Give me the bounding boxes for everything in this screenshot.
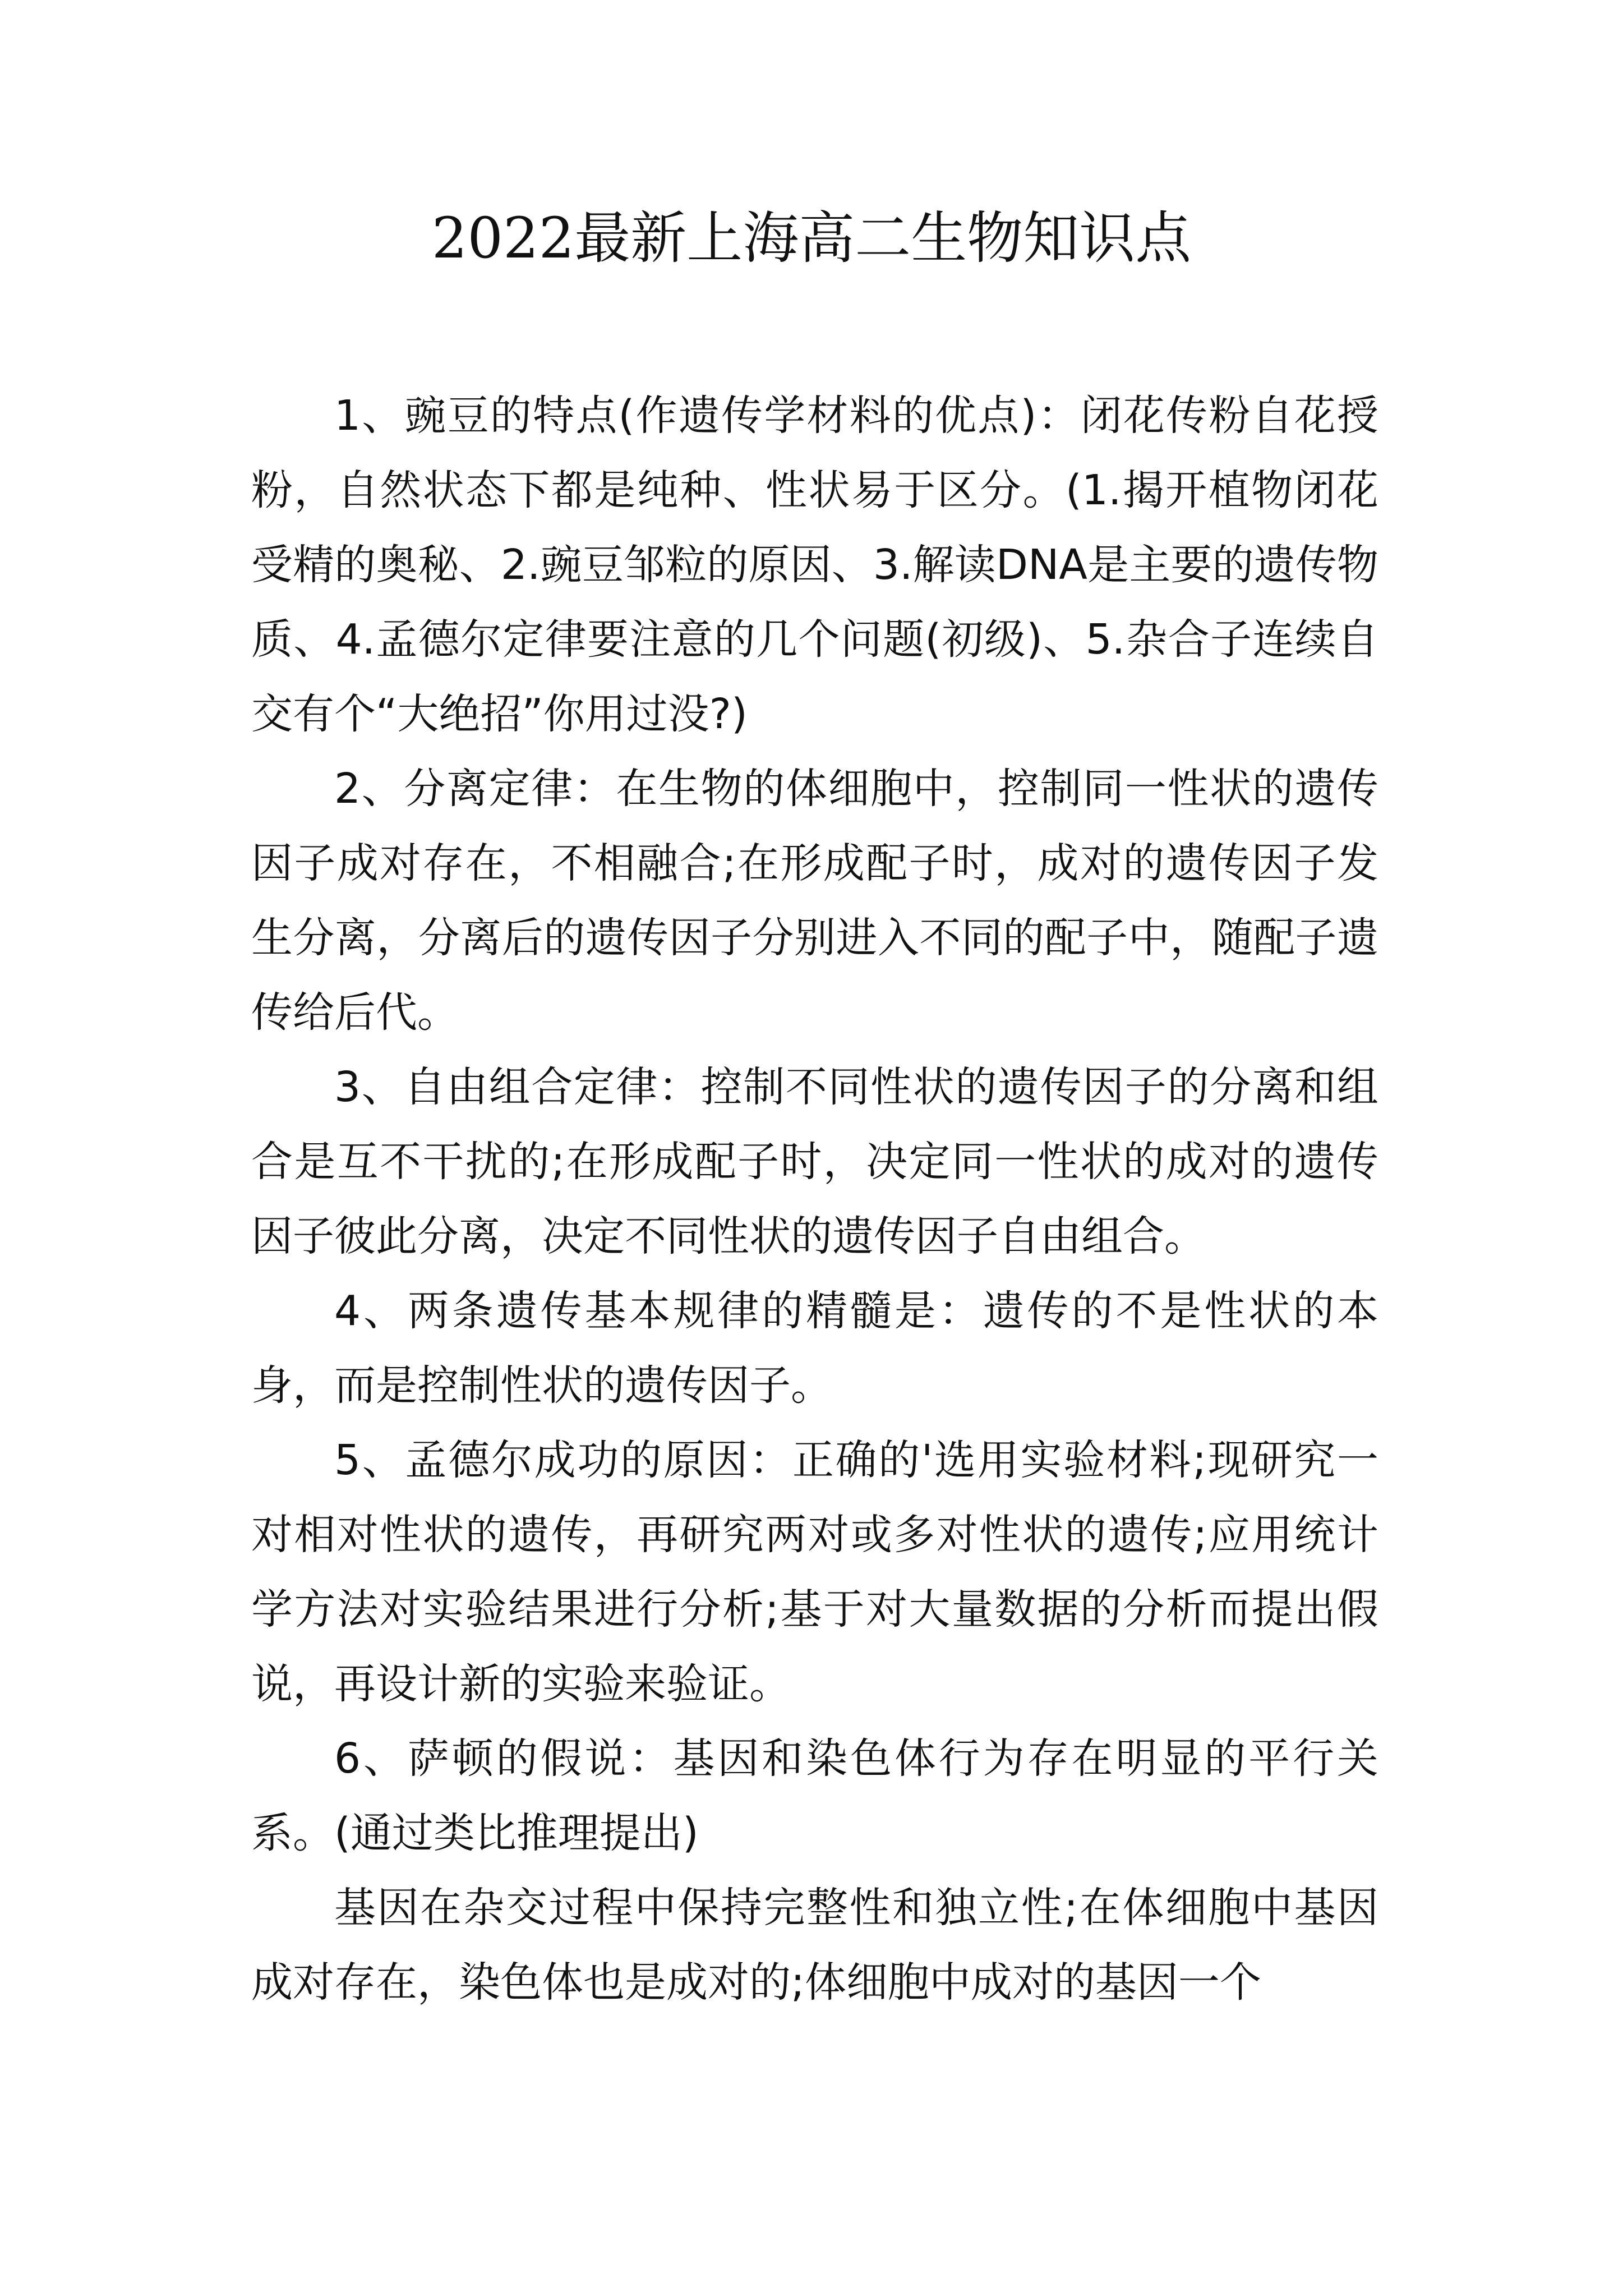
paragraph-7: 基因在杂交过程中保持完整性和独立性;在体细胞中基因成对存在，染色体也是成对的;体细胞中成对的基因一个	[251, 1884, 1378, 2007]
paragraph-5: 5、孟德尔成功的原因：正确的'选用实验材料;现研究一对相对性状的遗传，再研究两对或多对性状的遗传;应用统计学方法对实验结果进行分析;基于对大量数据的分析而提出假说，再设计新的实验来验证。	[251, 1436, 1378, 1708]
paragraph-1: 1、豌豆的特点(作遗传学材料的优点)：闭花传粉自花授粉，自然状态下都是纯种、性状易于区分。(1.揭开植物闭花受精的奥秘、2.豌豆邹粒的原因、3.解读DNA是主要的遗传物质、4.孟德尔定律要注意的几个问题(初级)、5.杂合子连续自交有个“大绝招”你用过没?)	[251, 392, 1378, 738]
paragraph-6: 6、萨顿的假说：基因和染色体行为存在明显的平行关系。(通过类比推理提出)	[251, 1734, 1378, 1857]
paragraph-3: 3、自由组合定律：控制不同性状的遗传因子的分离和组合是互不干扰的;在形成配子时，决定同一性状的成对的遗传因子彼此分离，决定不同性状的遗传因子自由组合。	[251, 1063, 1378, 1260]
document-title: 2022最新上海高二生物知识点	[431, 205, 1192, 271]
paragraph-2: 2、分离定律：在生物的体细胞中，控制同一性状的遗传因子成对存在，不相融合;在形成配子时，成对的遗传因子发生分离，分离后的遗传因子分别进入不同的配子中，随配子遗传给后代。	[251, 765, 1378, 1037]
document-body	[251, 379, 1378, 2020]
paragraph-4: 4、两条遗传基本规律的精髓是：遗传的不是性状的本身，而是控制性状的遗传因子。	[251, 1287, 1378, 1410]
